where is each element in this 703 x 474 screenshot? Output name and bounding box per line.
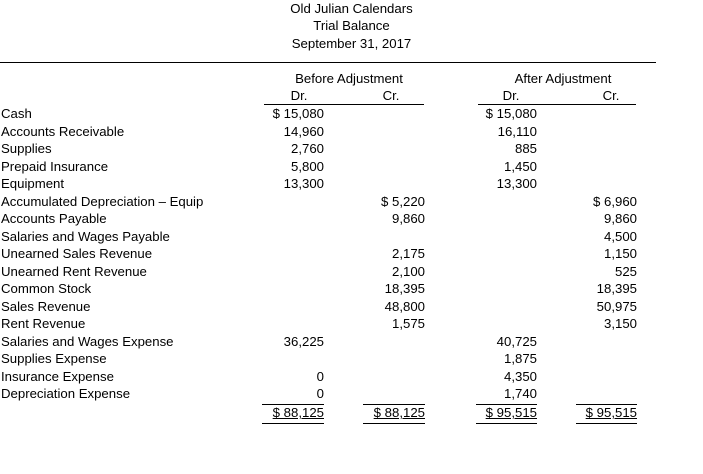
account-name: Accumulated Depreciation – Equip xyxy=(1,194,204,209)
amount-b-cr: 48,800 xyxy=(384,299,425,314)
amount-b-cr: 2,175 xyxy=(391,246,425,261)
amount-a-cr: 3,150 xyxy=(603,316,637,331)
total-before-cr: $ 88,125 xyxy=(373,405,425,420)
before-cr-heading: Cr. xyxy=(382,88,400,103)
account-name: Equipment xyxy=(1,176,65,191)
amount-b-cr: 1,575 xyxy=(391,316,425,331)
amount-b-dr: 2,760 xyxy=(290,141,324,156)
amount-a-cr: 18,395 xyxy=(596,281,637,296)
after-cr-double-rule xyxy=(576,423,637,424)
account-name: Unearned Sales Revenue xyxy=(1,246,153,261)
before-dr-double-rule xyxy=(262,423,324,424)
account-name: Insurance Expense xyxy=(1,369,114,384)
before-heading-rule xyxy=(264,104,424,105)
account-name: Cash xyxy=(1,106,32,121)
amount-a-dr: 4,350 xyxy=(503,369,537,384)
amount-a-dr: 40,725 xyxy=(496,334,537,349)
amount-a-cr: $ 6,960 xyxy=(593,194,637,209)
amount-a-cr: 1,150 xyxy=(603,246,637,261)
before-adjustment-heading: Before Adjustment xyxy=(295,71,403,86)
company-name: Old Julian Calendars xyxy=(290,1,413,16)
account-name: Common Stock xyxy=(1,281,92,296)
account-name: Salaries and Wages Expense xyxy=(1,334,174,349)
amount-a-cr: 525 xyxy=(614,264,637,279)
account-name: Sales Revenue xyxy=(1,299,91,314)
before-cr-double-rule xyxy=(363,423,425,424)
total-after-dr: $ 95,515 xyxy=(485,405,537,420)
amount-a-dr: 16,110 xyxy=(497,124,537,139)
amount-a-cr: 9,860 xyxy=(603,211,637,226)
after-dr-double-rule xyxy=(476,423,537,424)
account-name: Unearned Rent Revenue xyxy=(1,264,147,279)
account-name: Accounts Receivable xyxy=(1,124,125,139)
amount-b-dr: 0 xyxy=(316,386,324,401)
account-name: Depreciation Expense xyxy=(1,386,131,401)
amount-a-dr: 13,300 xyxy=(496,176,537,191)
after-adjustment-heading: After Adjustment xyxy=(514,71,612,86)
total-before-dr: $ 88,125 xyxy=(272,405,324,420)
amount-b-dr: $ 15,080 xyxy=(272,106,324,121)
after-heading-rule xyxy=(478,104,636,105)
account-name: Prepaid Insurance xyxy=(1,159,109,174)
account-name: Supplies Expense xyxy=(1,351,107,366)
amount-b-cr: 9,860 xyxy=(391,211,425,226)
amount-b-dr: 13,300 xyxy=(283,176,324,191)
before-dr-heading: Dr. xyxy=(290,88,308,103)
amount-b-dr: 36,225 xyxy=(283,334,324,349)
report-title: Trial Balance xyxy=(313,18,390,33)
amount-b-dr: 0 xyxy=(316,369,324,384)
account-name: Accounts Payable xyxy=(1,211,107,226)
amount-a-dr: $ 15,080 xyxy=(485,106,537,121)
amount-a-cr: 4,500 xyxy=(603,229,637,244)
amount-b-cr: 18,395 xyxy=(384,281,425,296)
after-dr-heading: Dr. xyxy=(502,88,520,103)
amount-a-dr: 885 xyxy=(514,141,537,156)
amount-a-dr: 1,875 xyxy=(503,351,537,366)
amount-b-dr: 14,960 xyxy=(283,124,324,139)
amount-b-cr: 2,100 xyxy=(391,264,425,279)
amount-a-dr: 1,740 xyxy=(503,386,537,401)
amount-b-cr: $ 5,220 xyxy=(381,194,425,209)
after-cr-heading: Cr. xyxy=(602,88,620,103)
account-name: Supplies xyxy=(1,141,52,156)
account-name: Salaries and Wages Payable xyxy=(1,229,170,244)
amount-a-dr: 1,450 xyxy=(503,159,537,174)
amount-b-dr: 5,800 xyxy=(290,159,324,174)
report-date: September 31, 2017 xyxy=(291,36,412,51)
account-name: Rent Revenue xyxy=(1,316,86,331)
total-after-cr: $ 95,515 xyxy=(585,405,637,420)
amount-a-cr: 50,975 xyxy=(596,299,637,314)
header-rule xyxy=(0,62,656,63)
